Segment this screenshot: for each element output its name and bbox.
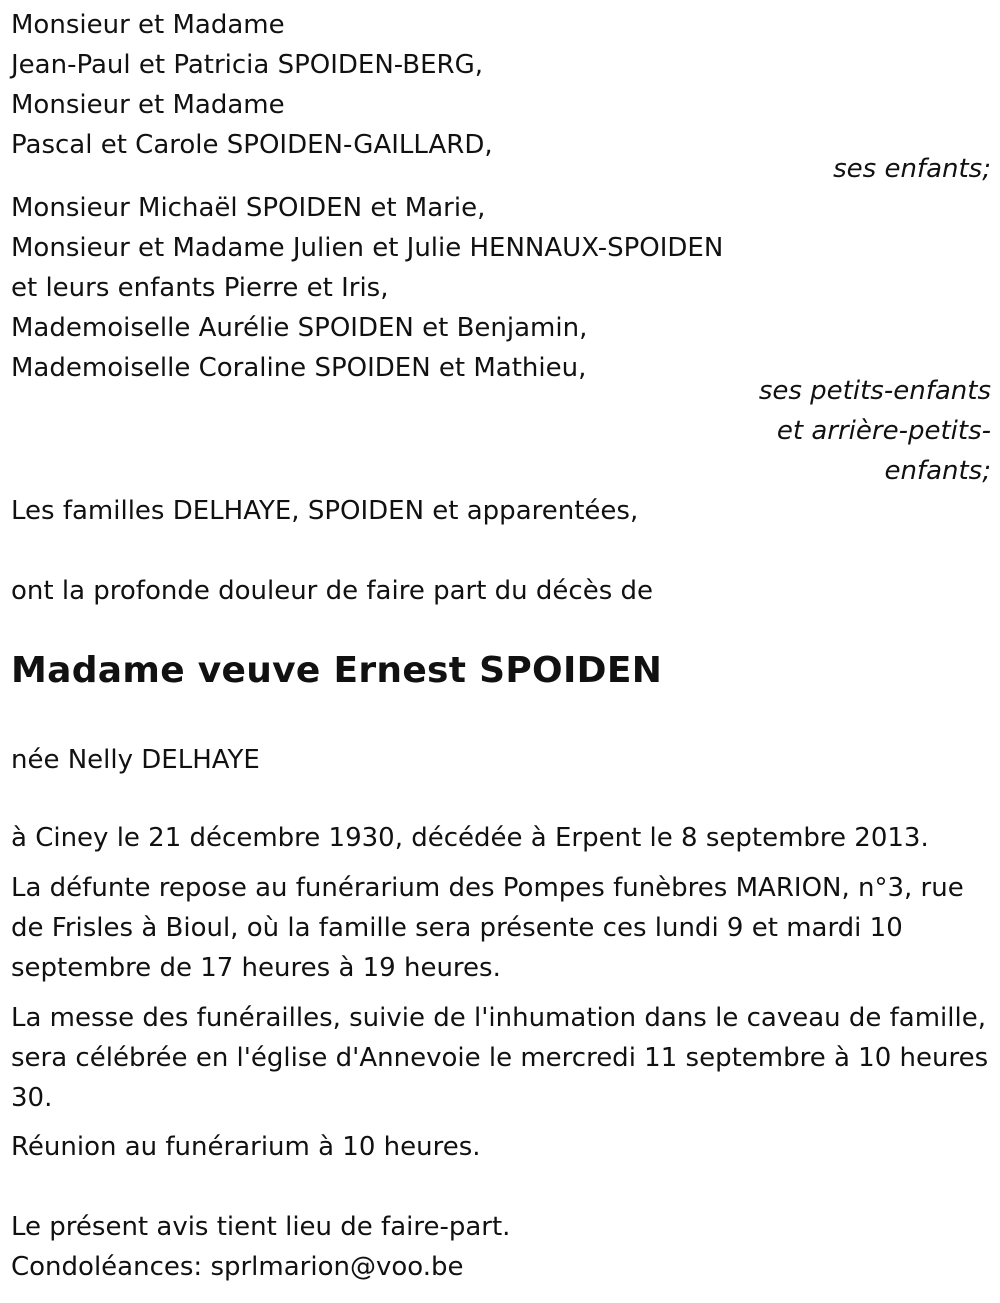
notice-text: Le présent avis tient lieu de faire-part. [11, 1212, 511, 1242]
family-line: Mademoiselle Coraline SPOIDEN et Mathieu, [11, 353, 587, 383]
family-line: et leurs enfants Pierre et Iris, [11, 273, 389, 303]
maiden-name: née Nelly DELHAYE [11, 745, 260, 775]
reunion-text: Réunion au funérarium à 10 heures. [11, 1132, 481, 1162]
obituary-notice [11, 0, 991, 1303]
family-line: Monsieur Michaël SPOIDEN et Marie, [11, 193, 486, 223]
announcement-text: ont la profonde douleur de faire part du décès de [11, 576, 654, 606]
mass-line: La messe des funérailles, suivie de l'inhumation dans le caveau de famille, [11, 1003, 986, 1033]
role-grandchildren: et arrière-petits- [776, 416, 991, 446]
family-line: Monsieur et Madame [11, 90, 285, 120]
repose-line: La défunte repose au funérarium des Pompes funèbres MARION, n°3, rue [11, 873, 964, 903]
family-line: Monsieur et Madame Julien et Julie HENNAUX-SPOIDEN [11, 233, 724, 263]
mass-line: sera célébrée en l'église d'Annevoie le mercredi 11 septembre à 10 heures [11, 1043, 989, 1073]
role-grandchildren: ses petits-enfants [758, 376, 991, 406]
birth-death-dates: à Ciney le 21 décembre 1930, décédée à Erpent le 8 septembre 2013. [11, 823, 929, 853]
family-line: Pascal et Carole SPOIDEN-GAILLARD, [11, 130, 493, 160]
family-line: Jean-Paul et Patricia SPOIDEN-BERG, [11, 50, 483, 80]
mass-line: 30. [11, 1083, 53, 1113]
role-children: ses enfants; [833, 154, 991, 184]
families-line: Les familles DELHAYE, SPOIDEN et apparentées, [11, 496, 639, 526]
repose-line: de Frisles à Bioul, où la famille sera présente ces lundi 9 et mardi 10 [11, 913, 903, 943]
role-grandchildren: enfants; [884, 456, 991, 486]
condolences-text: Condoléances: sprlmarion@voo.be [11, 1252, 464, 1282]
repose-line: septembre de 17 heures à 19 heures. [11, 953, 501, 983]
family-line: Mademoiselle Aurélie SPOIDEN et Benjamin, [11, 313, 588, 343]
family-line: Monsieur et Madame [11, 10, 285, 40]
deceased-name: Madame veuve Ernest SPOIDEN [11, 650, 663, 691]
